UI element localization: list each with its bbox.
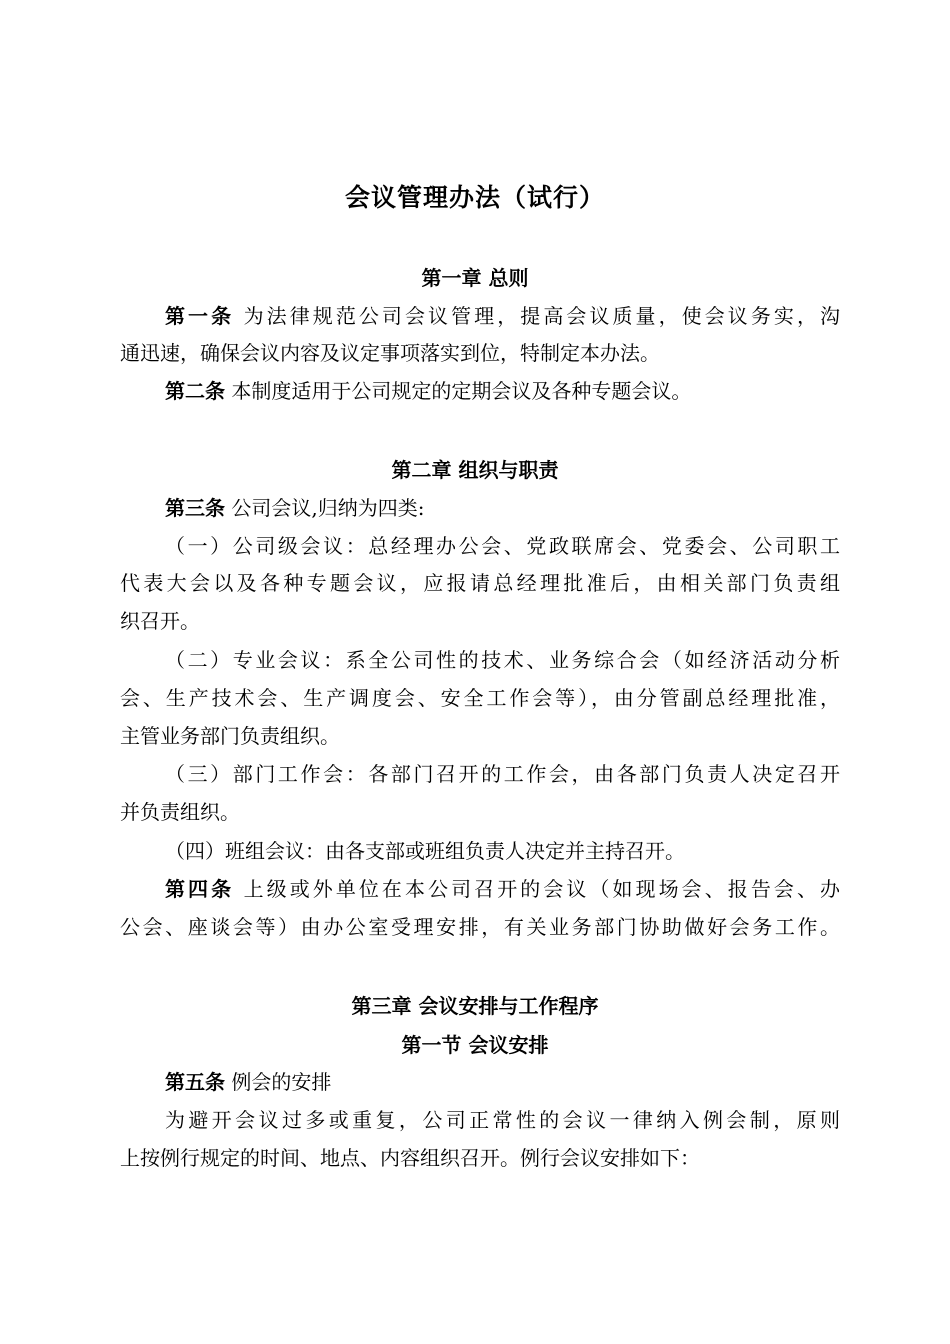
article-1-line-1 bbox=[165, 302, 840, 330]
article-2-text-1: 本制度适用于公司规定的定期会议及各种专题会议。 bbox=[231, 379, 692, 403]
article-2-label: 第二条 bbox=[165, 379, 225, 403]
item-2-line-2: 会、生产技术会、生产调度会、安全工作会等），由分管副总经理批准， bbox=[120, 686, 840, 710]
article-2-line-1 bbox=[165, 377, 691, 405]
article-4-line-2: 公会、座谈会等）由办公室受理安排，有关业务部门协助做好会务工作。 bbox=[120, 915, 840, 939]
article-5-label: 第五条 bbox=[165, 1070, 225, 1094]
chapter-2-heading: 第二章 组织与职责 bbox=[391, 458, 559, 482]
article-3-text-1: 公司会议,归纳为四类: bbox=[231, 496, 425, 520]
article-3-line-1 bbox=[165, 494, 424, 522]
article-1-line-2: 通迅速，确保会议内容及议定事项落实到位，特制定本办法。 bbox=[120, 341, 660, 365]
article-5-line-1 bbox=[165, 1068, 331, 1096]
item-3-line-1: （三）部门工作会：各部门召开的工作会，由各部门负责人决定召开 bbox=[165, 762, 840, 786]
chapter-1-heading: 第一章 总则 bbox=[421, 266, 529, 290]
article-4-line-1 bbox=[165, 875, 840, 903]
paragraph-line-1: 为避开会议过多或重复，公司正常性的会议一律纳入例会制，原则 bbox=[165, 1108, 840, 1132]
article-1-label: 第一条 bbox=[165, 304, 235, 328]
item-2-line-3: 主管业务部门负责组织。 bbox=[120, 724, 340, 748]
item-1-line-3: 织召开。 bbox=[120, 609, 200, 633]
document-title: 会议管理办法（试行） bbox=[344, 183, 605, 212]
item-4-line-1: （四）班组会议：由各支部或班组负责人决定并主持召开。 bbox=[165, 839, 685, 863]
article-3-label: 第三条 bbox=[165, 496, 225, 520]
article-1-text-1: 为法律规范公司会议管理，提高会议质量，使会议务实，沟 bbox=[243, 304, 841, 328]
item-1-line-2: 代表大会以及各种专题会议，应报请总经理批准后，由相关部门负责组 bbox=[120, 571, 840, 595]
paragraph-line-2: 上按例行规定的时间、地点、内容组织召开。例行会议安排如下： bbox=[120, 1146, 700, 1170]
chapter-3-heading: 第三章 会议安排与工作程序 bbox=[351, 994, 599, 1018]
article-4-label: 第四条 bbox=[165, 877, 235, 901]
article-5-text-1: 例会的安排 bbox=[231, 1070, 332, 1094]
section-1-heading: 第一节 会议安排 bbox=[401, 1033, 549, 1057]
article-4-text-1: 上级或外单位在本公司召开的会议（如现场会、报告会、办 bbox=[243, 877, 841, 901]
item-2-line-1: （二）专业会议：系全公司性的技术、业务综合会（如经济活动分析 bbox=[165, 648, 840, 672]
item-1-line-1: （一）公司级会议：总经理办公会、党政联席会、党委会、公司职工 bbox=[165, 534, 840, 558]
item-3-line-2: 并负责组织。 bbox=[120, 800, 240, 824]
